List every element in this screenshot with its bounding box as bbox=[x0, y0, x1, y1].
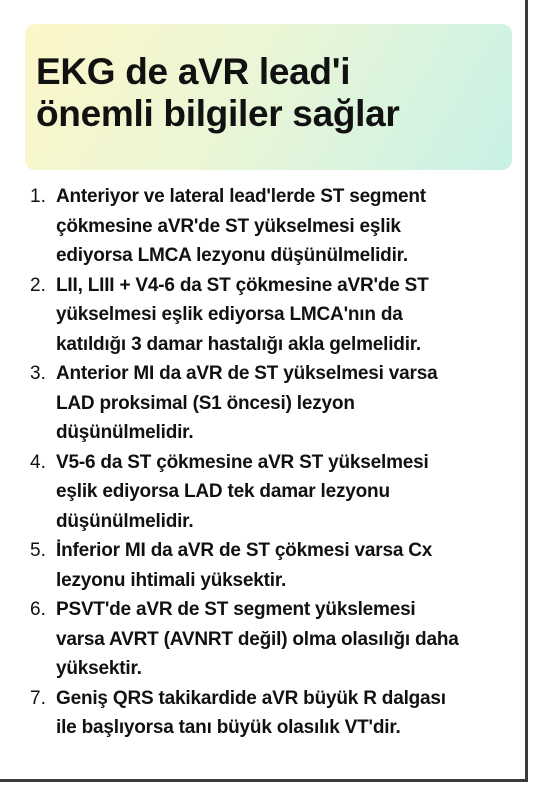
item-line: çökmesine aVR'de ST yükselmesi eşlik bbox=[56, 215, 401, 237]
item-number: 4. bbox=[30, 451, 46, 473]
page-title bbox=[36, 51, 400, 135]
item-number: 3. bbox=[30, 363, 46, 384]
title-line-1: EKG de aVR lead'i bbox=[36, 51, 351, 92]
list-item bbox=[30, 684, 515, 743]
item-line: yüksektir. bbox=[56, 658, 142, 679]
info-list bbox=[30, 182, 515, 743]
item-line: LII, LIII + V4-6 da ST çökmesine aVR'de ST bbox=[56, 274, 429, 296]
item-text bbox=[56, 595, 515, 684]
item-line: Anteriyor ve lateral lead'lerde ST segment bbox=[56, 186, 426, 207]
item-text bbox=[56, 684, 515, 743]
item-line: yükselmesi eşlik ediyorsa LMCA'nın da bbox=[56, 304, 403, 325]
list-item bbox=[30, 271, 515, 360]
item-text bbox=[56, 359, 515, 448]
item-line: düşünülmelidir. bbox=[56, 422, 194, 443]
item-line: katıldığı 3 damar hastalığı akla gelmelidir. bbox=[56, 333, 422, 355]
item-text bbox=[56, 182, 515, 271]
list-item bbox=[30, 359, 515, 448]
list-item bbox=[30, 448, 515, 537]
item-number: 7. bbox=[30, 687, 46, 709]
item-line: V5-6 da ST çökmesine aVR ST yükselmesi bbox=[56, 451, 429, 473]
item-line: varsa AVRT (AVNRT değil) olma olasılığı daha bbox=[56, 628, 459, 650]
item-line: düşünülmelidir. bbox=[56, 510, 194, 532]
item-line: İnferior MI da aVR de ST çökmesi varsa Cx bbox=[56, 540, 433, 561]
list-item bbox=[30, 595, 515, 684]
item-line: LAD proksimal (S1 öncesi) lezyon bbox=[56, 392, 355, 414]
title-line-2: önemli bilgiler sağlar bbox=[36, 93, 400, 134]
item-line: eşlik ediyorsa LAD tek damar lezyonu bbox=[56, 481, 390, 502]
item-text bbox=[56, 448, 515, 537]
item-line: lezyonu ihtimali yüksektir. bbox=[56, 569, 287, 591]
item-number: 5. bbox=[30, 540, 46, 561]
list-item bbox=[30, 182, 515, 271]
title-card bbox=[25, 24, 512, 170]
item-number: 2. bbox=[30, 274, 46, 296]
item-text bbox=[56, 536, 515, 595]
item-line: ediyorsa LMCA lezyonu düşünülmelidir. bbox=[56, 245, 408, 266]
item-line: ile başlıyorsa tanı büyük olasılık VT'dir. bbox=[56, 717, 401, 738]
item-line: PSVT'de aVR de ST segment yükslemesi bbox=[56, 599, 416, 620]
item-number: 6. bbox=[30, 599, 46, 620]
item-text bbox=[56, 271, 515, 360]
item-line: Geniş QRS takikardide aVR büyük R dalgası bbox=[56, 687, 446, 709]
list-item bbox=[30, 536, 515, 595]
item-number: 1. bbox=[30, 186, 46, 207]
item-line: Anterior MI da aVR de ST yükselmesi varsa bbox=[56, 363, 438, 384]
